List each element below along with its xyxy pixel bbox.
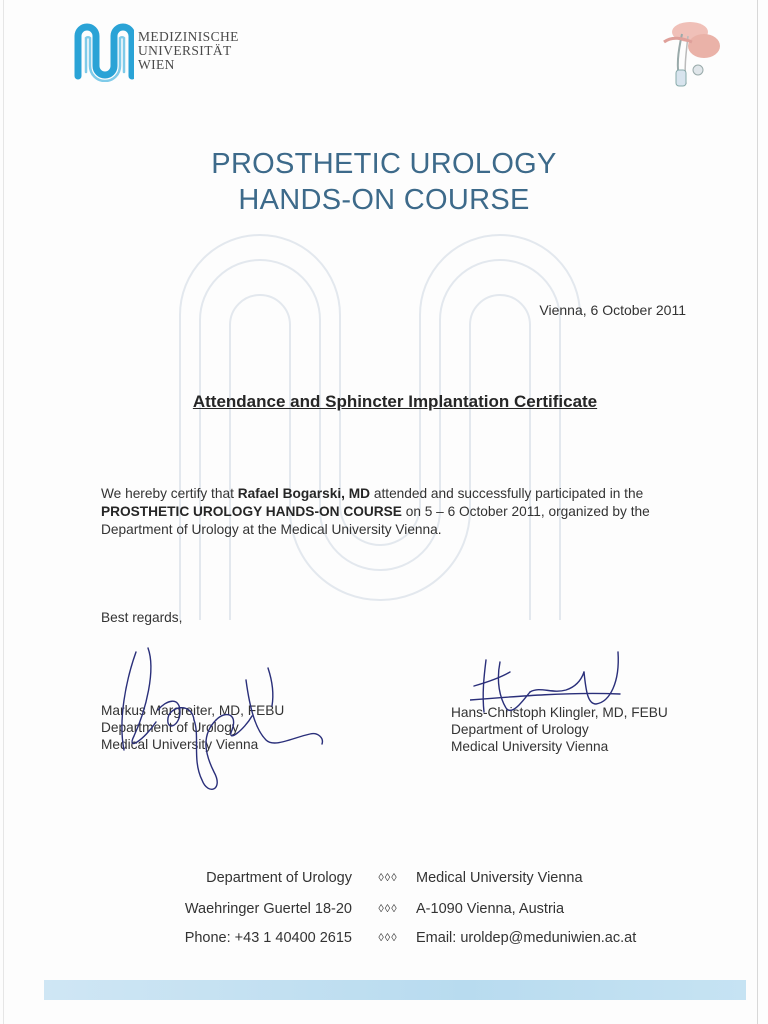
logo-watermark-icon [170,210,590,630]
logo-wordmark [138,30,239,72]
logo-line-2: UNIVERSITÄT [138,43,232,58]
course-title-line-1: PROSTHETIC UROLOGY [211,148,557,180]
closing-regards: Best regards, [101,610,183,625]
signature-left-icon [96,640,336,810]
issue-date: Vienna, 6 October 2011 [539,302,686,318]
footer-separator: ◊◊◊ [378,903,398,915]
participant-name: Rafael Bogarski, MD [237,486,371,501]
statement-part-3: on 5 – 6 October 2011, organized by the Department of Urology at the Medical University Vienna. [101,504,650,537]
course-title-line-2: HANDS-ON COURSE [238,184,530,216]
footer-phone: Phone: +43 1 40400 2615 [184,930,352,946]
signatory-left-institution: Medical University Vienna [101,737,259,752]
footer-department: Department of Urology [206,870,352,886]
footer-separator: ◊◊◊ [378,872,398,884]
signatory-left-name: Markus Margreiter, MD, FEBU [101,703,285,718]
footer-email: Email: uroldep@meduniwien.ac.at [416,930,637,946]
certification-statement [101,485,701,539]
footer-color-band [44,980,746,1000]
statement-part-1: We hereby certify that [101,486,238,501]
logo-line-1: MEDIZINISCHE [138,29,239,44]
footer-institution: Medical University Vienna [416,870,583,886]
signatory-right-name: Hans-Christoph Klingler, MD, FEBU [451,705,668,720]
course-name: PROSTHETIC UROLOGY HANDS-ON COURSE [101,504,402,519]
signature-right-icon [470,642,650,722]
footer-city: A-1090 Vienna, Austria [416,901,565,917]
signatory-right-department: Department of Urology [451,722,589,737]
university-logo [72,20,272,86]
logo-line-3: WIEN [138,57,175,72]
signatory-right-institution: Medical University Vienna [451,739,609,754]
footer-row [0,870,768,890]
footer-row [0,901,768,921]
logo-mark-icon [72,20,134,82]
certificate-heading: Attendance and Sphincter Implantation Certificate [192,392,598,411]
footer-separator: ◊◊◊ [378,932,398,944]
statement-part-2: attended and successfully participated in the [370,486,644,501]
footer-street: Waehringer Guertel 18-20 [184,901,352,917]
urology-illustration-icon [652,12,728,94]
footer-row [0,930,768,950]
course-title [0,146,768,218]
signatory-left-department: Department of Urology [101,720,239,735]
